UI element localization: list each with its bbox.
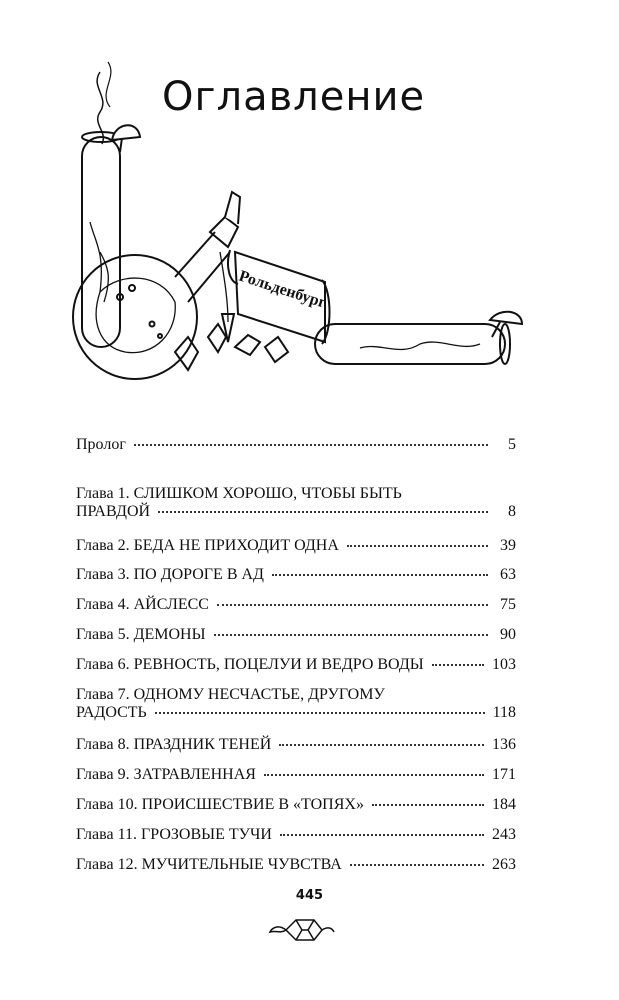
toc-label: Глава 11. ГРОЗОВЫЕ ТУЧИ xyxy=(76,826,272,843)
leader-dots xyxy=(264,774,484,776)
toc-page: 8 xyxy=(508,503,516,520)
toc-entry xyxy=(76,856,516,874)
leader-dots xyxy=(217,604,488,606)
toc-page: 243 xyxy=(492,826,516,843)
toc-entry xyxy=(76,566,516,584)
toc-page: 90 xyxy=(500,626,516,643)
toc-label: ПРАВДОЙ xyxy=(76,503,151,520)
potion-bottles-illustration xyxy=(60,52,530,392)
toc-page: 118 xyxy=(492,704,516,721)
toc-page: 5 xyxy=(508,436,516,453)
leader-dots xyxy=(158,511,488,513)
toc-entry xyxy=(76,485,516,521)
toc-page: 75 xyxy=(500,596,516,613)
leader-dots xyxy=(272,574,488,576)
toc-entry xyxy=(76,537,516,555)
toc-page: 136 xyxy=(492,736,516,753)
crystal-ornament-icon xyxy=(266,910,336,950)
toc-entry xyxy=(76,626,516,644)
toc-entry xyxy=(76,686,516,722)
page-title: Оглавление xyxy=(162,74,426,120)
leader-dots xyxy=(155,712,485,714)
toc-entry xyxy=(76,596,516,614)
toc-label: Глава 2. БЕДА НЕ ПРИХОДИТ ОДНА xyxy=(76,537,339,554)
toc-page: 171 xyxy=(492,766,516,783)
toc-label-line1: Глава 1. СЛИШКОМ ХОРОШО, ЧТОБЫ БЫТЬ xyxy=(76,485,402,502)
leader-dots xyxy=(279,744,484,746)
toc-page: 263 xyxy=(492,856,516,873)
toc-label: Глава 5. ДЕМОНЫ xyxy=(76,626,206,643)
leader-dots xyxy=(347,545,488,547)
toc-label: Глава 10. ПРОИСШЕСТВИЕ В «ТОПЯХ» xyxy=(76,796,364,813)
toc-entry xyxy=(76,436,516,454)
toc-label: Глава 9. ЗАТРАВЛЕННАЯ xyxy=(76,766,256,783)
toc-label: Глава 3. ПО ДОРОГЕ В АД xyxy=(76,566,264,583)
toc-label: Глава 4. АЙСЛЕСС xyxy=(76,596,209,613)
toc-entry xyxy=(76,736,516,754)
toc-label: Глава 6. РЕВНОСТЬ, ПОЦЕЛУИ И ВЕДРО ВОДЫ xyxy=(76,656,424,673)
toc-page: 63 xyxy=(500,566,516,583)
scroll-label: Рольденбург xyxy=(236,267,329,312)
leader-dots xyxy=(372,804,484,806)
toc-entry xyxy=(76,796,516,814)
leader-dots xyxy=(432,664,484,666)
toc-page: 184 xyxy=(492,796,516,813)
toc-label: Глава 8. ПРАЗДНИК ТЕНЕЙ xyxy=(76,736,272,753)
toc-page: 39 xyxy=(500,537,516,554)
toc-label: Глава 12. МУЧИТЕЛЬНЫЕ ЧУВСТВА xyxy=(76,856,342,873)
toc-page: 103 xyxy=(492,656,516,673)
leader-dots xyxy=(350,864,484,866)
toc-entry xyxy=(76,656,516,674)
toc-label: РАДОСТЬ xyxy=(76,704,147,721)
leader-dots xyxy=(134,444,488,446)
page-number: 445 xyxy=(295,888,324,903)
leader-dots xyxy=(280,834,484,836)
leader-dots xyxy=(214,634,488,636)
toc-entry xyxy=(76,826,516,844)
toc-label-line1: Глава 7. ОДНОМУ НЕСЧАСТЬЕ, ДРУГОМУ xyxy=(76,686,385,703)
toc-entry xyxy=(76,766,516,784)
toc-label: Пролог xyxy=(76,436,126,453)
